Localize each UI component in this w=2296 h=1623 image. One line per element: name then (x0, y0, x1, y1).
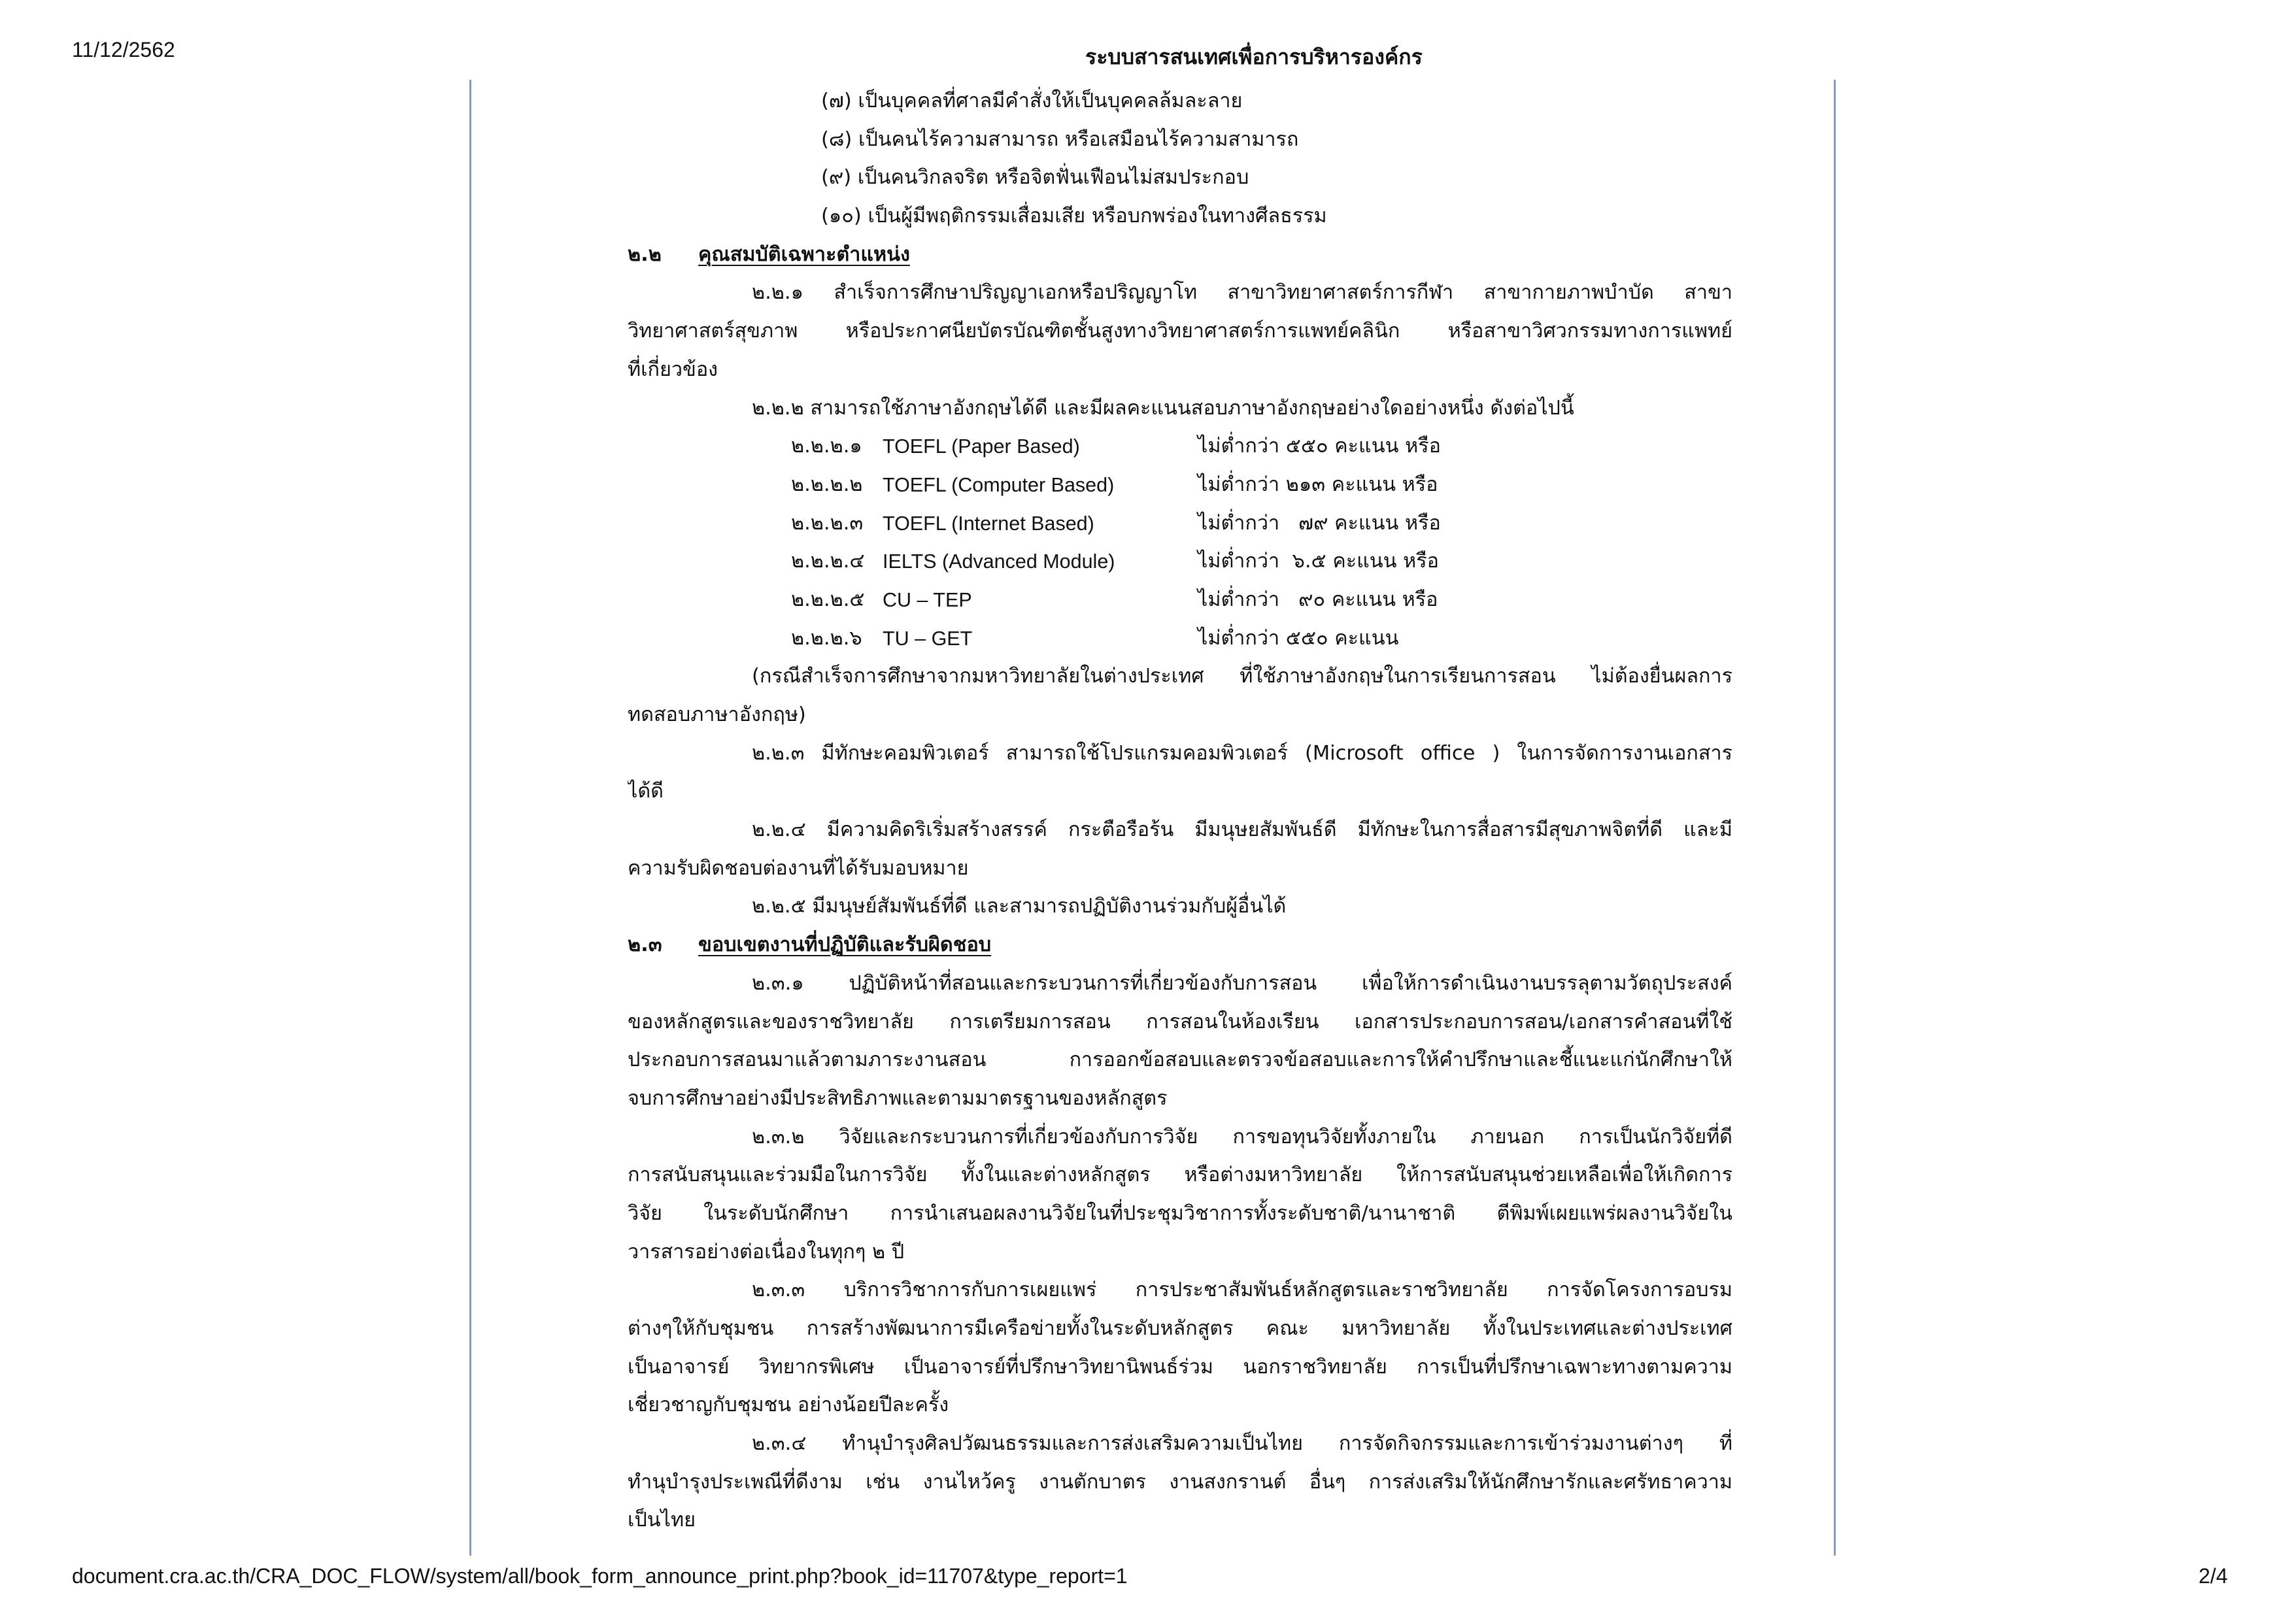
exam-requirement: ไม่ต่ำกว่า ๙๐ คะแนน หรือ (1198, 588, 1438, 611)
paragraph-line: ที่เกี่ยวข้อง (628, 358, 718, 381)
exam-requirement: ไม่ต่ำกว่า ๕๕๐ คะแนน หรือ (1198, 435, 1441, 458)
right-frame-border (1834, 80, 1836, 1556)
paragraph-line: ทดสอบภาษาอังกฤษ) (628, 703, 806, 726)
exam-number: ๒.๒.๒.๖ (791, 626, 862, 650)
page-number: 2/4 (2199, 1564, 2228, 1588)
exam-name: CU – TEP (883, 588, 972, 611)
section-title: คุณสมบัติเฉพาะตำแหน่ง (698, 243, 910, 266)
exam-row (628, 427, 1732, 466)
paragraph-line: ความรับผิดชอบต่องานที่ได้รับมอบหมาย (628, 856, 969, 880)
paragraph-line: ๒.๒.๕ มีมนุษย์สัมพันธ์ที่ดี และสามารถปฏิบัติงานร่วมกับผู้อื่นได้ (752, 895, 1287, 918)
footer-url: document.cra.ac.th/CRA_DOC_FLOW/system/all/book_form_announce_print.php?book_id=11707&type_report=1 (72, 1564, 1128, 1588)
document-body (628, 82, 1732, 1540)
paragraph-line: ๒.๒.๓ มีทักษะคอมพิวเตอร์ สามารถใช้โปรแกรมคอมพิวเตอร์ (Microsoft office ) ในการจัดการงานเอกสาร (752, 741, 1732, 765)
page-header-title: ระบบสารสนเทศเพื่อการบริหารองค์กร (1085, 44, 1423, 69)
paragraph-line: เป็นอาจารย์ วิทยากรพิเศษ เป็นอาจารย์ที่ปรึกษาวิทยานิพนธ์ร่วม นอกราชวิทยาลัย การเป็นที่ปรึกษาเฉพาะทางตามความ (628, 1355, 1732, 1379)
paragraph-line: ๒.๓.๓ บริการวิชาการกับการเผยแพร่ การประชาสัมพันธ์หลักสูตรและราชวิทยาลัย การจัดโครงการอบรม (752, 1279, 1732, 1302)
left-frame-border (469, 80, 471, 1556)
exam-row (628, 581, 1732, 620)
paragraph-line: จบการศึกษาอย่างมีประสิทธิภาพและตามมาตรฐานของหลักสูตร (628, 1086, 1168, 1110)
paragraph-line: เชี่ยวชาญกับชุมชน อย่างน้อยปีละครั้ง (628, 1394, 949, 1417)
exam-number: ๒.๒.๒.๕ (791, 588, 865, 611)
exam-name: IELTS (Advanced Module) (883, 550, 1115, 573)
paragraph-line: วารสารอย่างต่อเนื่องในทุกๆ ๒ ปี (628, 1240, 905, 1263)
section-heading-qualifications (628, 236, 1732, 275)
paragraph-line: เป็นไทย (628, 1509, 696, 1532)
paragraph-line: ของหลักสูตรและของราชวิทยาลัย การเตรียมการสอน การสอนในห้องเรียน เอกสารประกอบการสอน/เอกสารคำสอนที่ใช้ (628, 1010, 1732, 1033)
section-title: ขอบเขตงานที่ปฏิบัติและรับผิดชอบ (698, 933, 992, 957)
exam-requirement: ไม่ต่ำกว่า ๖.๕ คะแนน หรือ (1198, 550, 1439, 573)
print-date: 11/12/2562 (72, 38, 175, 61)
paragraph-line: ๒.๒.๔ มีความคิดริเริ่มสร้างสรรค์ กระตือรือร้น มีมนุษยสัมพันธ์ดี มีทักษะในการสื่อสารมีสุขภาพจิตที่ดี และมี (752, 818, 1732, 842)
exam-name: TOEFL (Computer Based) (883, 473, 1115, 496)
paragraph-line: (กรณีสำเร็จการศึกษาจากมหาวิทยาลัยในต่างประเทศ ที่ใช้ภาษาอังกฤษในการเรียนการสอน ไม่ต้องยื่นผลการ (752, 665, 1732, 688)
exam-row (628, 543, 1732, 581)
section-heading-scope (628, 926, 1732, 965)
disqualification-item: (๗) เป็นบุคคลที่ศาลมีคำสั่งให้เป็นบุคคลล้มละลาย (821, 90, 1243, 112)
paragraph-line: วิจัย ในระดับนักศึกษา การนำเสนอผลงานวิจัยในที่ประชุมวิชาการทั้งระดับชาติ/นานาชาติ ตีพิมพ์เผยแพร่ผลงานวิจัยใน (628, 1201, 1732, 1225)
disqualification-item: (๑๐) เป็นผู้มีพฤติกรรมเสื่อมเสีย หรือบกพร่องในทางศีลธรรม (821, 205, 1327, 228)
section-number: ๒.๓ (628, 933, 662, 957)
paragraph-line: ประกอบการสอนมาแล้วตามภาระงานสอน การออกข้อสอบและตรวจข้อสอบและการให้คำปรึกษาและชี้แนะแก่นักศึกษาให้ (628, 1048, 1732, 1072)
exam-number: ๒.๒.๒.๔ (791, 550, 865, 573)
paragraph-line: การสนับสนุนและร่วมมือในการวิจัย ทั้งในและต่างหลักสูตร หรือต่างมหาวิทยาลัย ให้การสนับสนุนช่วยเหลือเพื่อให้เกิดการ (628, 1163, 1732, 1187)
paragraph-line: ๒.๓.๒ วิจัยและกระบวนการที่เกี่ยวข้องกับการวิจัย การขอทุนวิจัยทั้งภายใน ภายนอก การเป็นนักวิจัยที่ดี (752, 1125, 1732, 1148)
exam-name: TU – GET (883, 627, 973, 650)
paragraph-line: ๒.๓.๑ ปฏิบัติหน้าที่สอนและกระบวนการที่เกี่ยวข้องกับการสอน เพื่อให้การดำเนินงานบรรลุตามวัตถุประสงค์ (752, 971, 1732, 995)
exam-number: ๒.๒.๒.๒ (791, 473, 863, 496)
paragraph-line: ๒.๓.๔ ทำนุบำรุงศิลปวัฒนธรรมและการส่งเสริมความเป็นไทย การจัดกิจกรรมและการเข้าร่วมงานต่างๆ ที่ (752, 1432, 1732, 1456)
paragraph-line: ต่างๆให้กับชุมชน การสร้างพัฒนาการมีเครือข่ายทั้งในระดับหลักสูตร คณะ มหาวิทยาลัย ทั้งในประเทศและต่างประเทศ (628, 1317, 1732, 1340)
exam-number: ๒.๒.๒.๓ (791, 511, 864, 535)
paragraph-line: ๒.๒.๒ สามารถใช้ภาษาอังกฤษได้ดี และมีผลคะแนนสอบภาษาอังกฤษอย่างใดอย่างหนึ่ง ดังต่อไปนี้ (752, 396, 1574, 420)
section-number: ๒.๒ (628, 243, 662, 266)
exam-row (628, 466, 1732, 505)
exam-name: TOEFL (Paper Based) (883, 435, 1080, 458)
paragraph-line: ได้ดี (628, 780, 664, 803)
exam-row (628, 505, 1732, 543)
exam-requirement: ไม่ต่ำกว่า ๕๕๐ คะแนน (1198, 626, 1399, 650)
exam-number: ๒.๒.๒.๑ (791, 435, 862, 458)
paragraph-line: วิทยาศาสตร์สุขภาพ หรือประกาศนียบัตรบัณฑิตชั้นสูงทางวิทยาศาสตร์การแพทย์คลินิก หรือสาขาวิศวกรรมทางการแพทย์ (628, 320, 1732, 343)
exam-row (628, 620, 1732, 658)
exam-requirement: ไม่ต่ำกว่า ๗๙ คะแนน หรือ (1198, 511, 1441, 535)
exam-requirement: ไม่ต่ำกว่า ๒๑๓ คะแนน หรือ (1198, 473, 1438, 496)
paragraph-line: ๒.๒.๑ สำเร็จการศึกษาปริญญาเอกหรือปริญญาโท สาขาวิทยาศาสตร์การกีฬา สาขากายภาพบำบัด สาขา (752, 281, 1732, 305)
disqualification-item: (๙) เป็นคนวิกลจริต หรือจิตฟั่นเฟือนไม่สมประกอบ (821, 166, 1249, 190)
exam-name: TOEFL (Internet Based) (883, 512, 1094, 535)
disqualification-item: (๘) เป็นคนไร้ความสามารถ หรือเสมือนไร้ความสามารถ (821, 127, 1299, 151)
paragraph-line: ทำนุบำรุงประเพณีที่ดีงาม เช่น งานไหว้ครู งานตักบาตร งานสงกรานต์ อื่นๆ การส่งเสริมให้นักศึกษารักและศรัทธาความ (628, 1470, 1732, 1494)
